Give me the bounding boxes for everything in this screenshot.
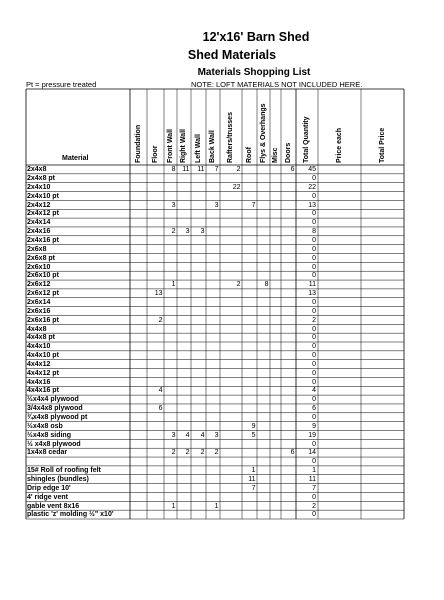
qty-roof: 7 [251,484,256,492]
column-header-backwall: Back Wall [209,130,216,163]
qty-rafters: 2 [236,281,241,289]
material-name: 4x4x16 pt [27,387,59,395]
material-name: 2x4x16 [27,228,51,236]
qty-floor: 2 [158,316,163,324]
qty-leftwall: 11 [197,166,205,174]
total-quantity: 0 [312,263,316,271]
qty-roof: 9 [251,422,256,430]
total-quantity: 0 [312,414,316,421]
column-header-foundation: Foundation [134,124,142,163]
total-quantity: 0 [312,369,316,377]
column-header-rightwall: Right Wall [180,129,187,163]
qty-frontwall: 2 [171,449,176,457]
total-quantity: 0 [312,325,316,333]
pt-legend: Pt = pressure treated [26,80,97,89]
column-header-total-quantity: Total Quantity [303,116,310,163]
total-quantity: 0 [312,334,316,342]
material-name: ¾x4x8 plywood pt [27,414,88,421]
column-header-total-price: Total Price [378,127,386,163]
total-quantity: 0 [312,245,316,253]
qty-floor: 4 [158,387,163,395]
total-quantity: 0 [312,493,316,501]
total-quantity: 0 [312,352,316,360]
qty-doors: 6 [290,449,295,457]
total-quantity: 0 [312,511,316,519]
qty-backwall: 7 [214,166,219,174]
total-quantity: 0 [312,219,316,227]
qty-rightwall: 2 [185,449,190,457]
page-subtitle: Shed Materials [187,48,277,62]
total-quantity: 0 [312,298,316,306]
material-name: 4' ridge vent [27,493,68,501]
total-quantity: 45 [308,166,316,174]
total-quantity: 0 [312,254,316,262]
total-quantity: 0 [312,210,316,218]
qty-frontwall: 3 [171,431,176,439]
material-name: plastic 'z' molding ½" x10' [27,511,114,519]
total-quantity: 2 [312,316,316,324]
total-quantity: 22 [308,183,316,191]
qty-rightwall: 3 [185,228,190,236]
qty-frontwall: 1 [171,281,176,289]
qty-rightwall: 4 [185,431,190,439]
total-quantity: 0 [312,396,316,404]
material-name: 4x4x10 [27,343,51,351]
total-quantity: 0 [312,272,316,280]
material-name: ½x4x8 osb [27,422,63,430]
total-quantity: 9 [312,422,316,430]
qty-floor: 6 [158,405,163,413]
qty-frontwall: 1 [171,502,176,510]
material-name: 2x6x10 pt [27,272,59,280]
column-header-material: Material [62,155,89,162]
qty-rafters: 22 [232,183,241,191]
total-quantity: 11 [308,475,316,483]
material-name: Drip edge 10' [27,484,71,492]
qty-frontwall: 3 [171,201,176,209]
qty-backwall: 1 [214,502,219,510]
qty-roof: 5 [251,431,256,439]
qty-backwall: 3 [214,201,219,209]
column-header-frontwall: Front Wall [166,129,174,163]
column-header-doors: Doors [284,142,292,163]
total-quantity: 0 [312,175,316,183]
total-quantity: 4 [312,387,316,395]
total-quantity: 11 [308,281,316,289]
total-quantity: 14 [308,449,316,457]
material-name: 2x4x12 pt [27,210,59,218]
total-quantity: 13 [308,290,316,298]
material-name: 2x4x8 pt [27,175,56,183]
material-name: 2x6x16 pt [27,316,59,324]
material-name: 2x4x14 [27,219,51,227]
qty-rightwall: 11 [182,166,190,174]
material-name: 4x4x8 [27,325,47,333]
material-name: 2x6x8 [27,245,47,253]
material-name: gable vent 8x16 [27,502,80,510]
total-quantity: 13 [308,201,316,209]
list-title: Materials Shopping List [197,67,311,78]
qty-roof: 1 [251,467,256,475]
material-name: shingles (bundles) [27,475,89,483]
material-name: 2x6x14 [27,298,51,306]
qty-floor: 13 [154,290,163,298]
total-quantity: 0 [312,440,316,448]
material-name: 2x6x12 pt [27,290,59,298]
column-header-leftwall: Left Wall [194,134,202,163]
qty-backwall: 3 [214,431,219,439]
material-name: 3/4x4x8 plywood [27,405,83,413]
total-quantity: 0 [312,307,316,315]
qty-leftwall: 4 [200,431,205,439]
column-header-rafters: Rafters/trusses [227,112,234,163]
material-name: 2x6x10 [27,263,51,271]
total-quantity: 0 [312,343,316,351]
material-name: ½ x4x8 plywood [27,440,81,448]
material-name: 4x4x16 [27,378,51,386]
total-quantity: 19 [308,431,316,439]
qty-rafters: 2 [236,166,241,174]
page-title: 12'x16' Barn Shed [202,30,310,44]
material-name: 4x4x12 [27,360,51,368]
column-header-misc: Misc [271,147,279,163]
qty-leftwall: 2 [200,449,205,457]
loft-note: NOTE: LOFT MATERIALS NOT INCLUDED HERE. [191,80,363,89]
material-name: 2x4x10 pt [27,192,59,200]
material-name: 2x6x16 [27,307,51,315]
qty-doors: 6 [290,166,295,174]
material-name: 4x4x10 pt [27,352,59,360]
total-quantity: 2 [312,502,316,510]
qty-backwall: 2 [214,449,219,457]
column-header-price-each: Price each [335,127,343,163]
material-name: 2x4x16 pt [27,237,59,244]
total-quantity: 8 [312,228,316,236]
material-name: 4x4x8 pt [27,334,56,342]
total-quantity: 0 [312,237,316,244]
qty-roof: 11 [248,475,256,483]
qty-leftwall: 3 [200,228,205,236]
total-quantity: 0 [312,458,316,466]
total-quantity: 0 [312,192,316,200]
total-quantity: 1 [312,467,316,475]
qty-frontwall: 2 [171,228,176,236]
qty-roof: 7 [251,201,256,209]
material-name: 15# Roll of roofing felt [27,467,101,475]
material-name: ½x4x8 siding [27,431,71,439]
material-name: 4x4x12 pt [27,369,59,377]
material-name: 2x4x10 [27,183,51,191]
total-quantity: 0 [312,378,316,386]
material-name: 2x6x8 pt [27,254,56,262]
material-name: 1x4x8 cedar [27,449,68,457]
column-header-floor: Floor [151,145,159,163]
total-quantity: 6 [312,405,316,413]
material-name: 2x4x12 [27,201,51,209]
total-quantity: 0 [312,360,316,368]
total-quantity: 7 [312,484,316,492]
material-name: 2x4x8 [27,166,47,174]
column-header-flys: Flys & Overhangs [259,103,267,163]
column-header-roof: Roof [245,147,253,163]
qty-flys: 8 [264,281,269,289]
material-name: ½x4x4 plywood [27,396,79,404]
qty-frontwall: 8 [171,166,176,174]
material-name: 2x6x12 [27,281,51,289]
